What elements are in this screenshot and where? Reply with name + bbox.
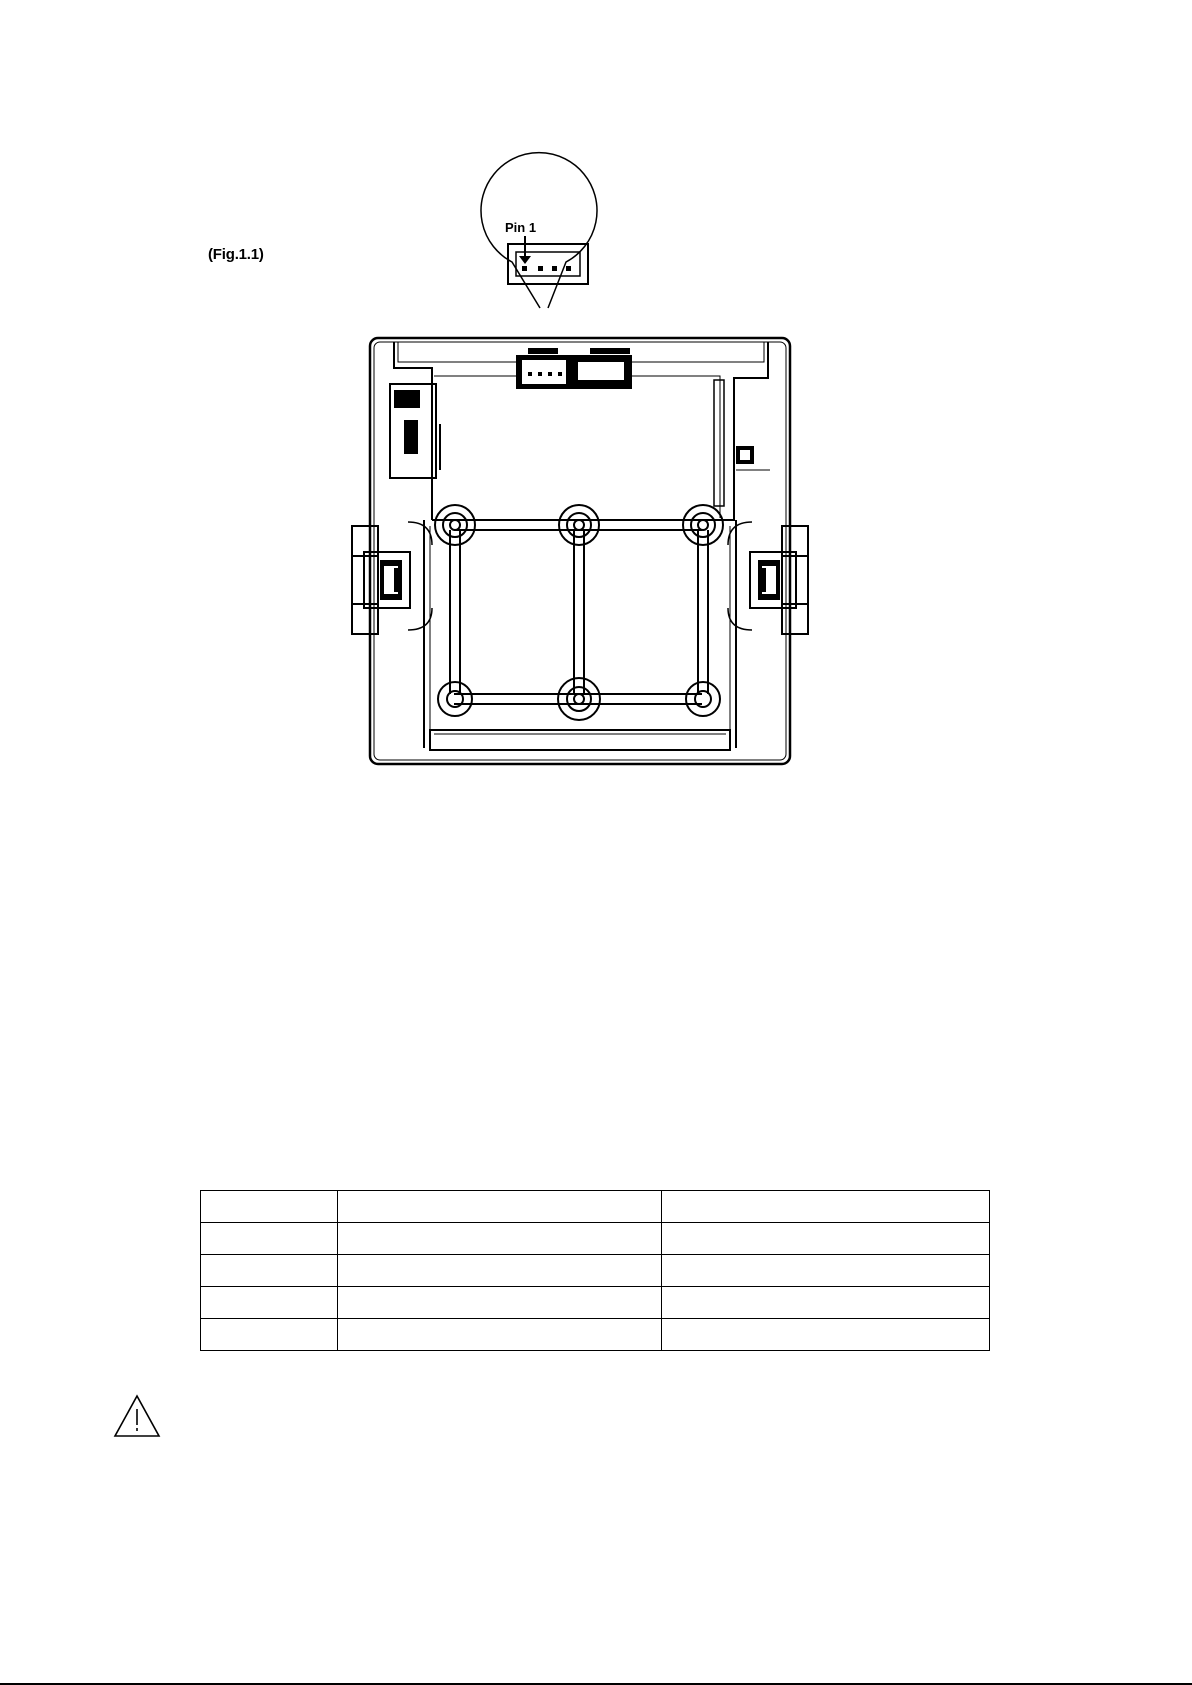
table-row xyxy=(201,1255,990,1287)
table-cell xyxy=(338,1223,662,1255)
pin1-label: Pin 1 xyxy=(505,220,537,235)
table-cell xyxy=(201,1319,338,1351)
connector-callout xyxy=(481,153,597,308)
table-row xyxy=(201,1191,990,1223)
mounting-bosses xyxy=(435,505,723,720)
figure-label: (Fig.1.1) xyxy=(208,246,264,263)
table-row xyxy=(201,1319,990,1351)
table-cell xyxy=(201,1255,338,1287)
table-row xyxy=(201,1287,990,1319)
table-cell xyxy=(201,1223,338,1255)
table-cell xyxy=(201,1287,338,1319)
table-cell xyxy=(662,1191,990,1223)
table-cell xyxy=(338,1255,662,1287)
table-cell xyxy=(662,1223,990,1255)
device-rear-drawing xyxy=(0,0,1192,780)
table-row xyxy=(201,1223,990,1255)
table-cell xyxy=(338,1319,662,1351)
table-cell xyxy=(662,1255,990,1287)
pin-assignment-table xyxy=(200,1190,990,1351)
table-cell xyxy=(338,1287,662,1319)
table-cell xyxy=(338,1191,662,1223)
warning-triangle-icon xyxy=(112,1393,162,1439)
table-cell xyxy=(662,1319,990,1351)
table-cell xyxy=(201,1191,338,1223)
table-cell xyxy=(662,1287,990,1319)
